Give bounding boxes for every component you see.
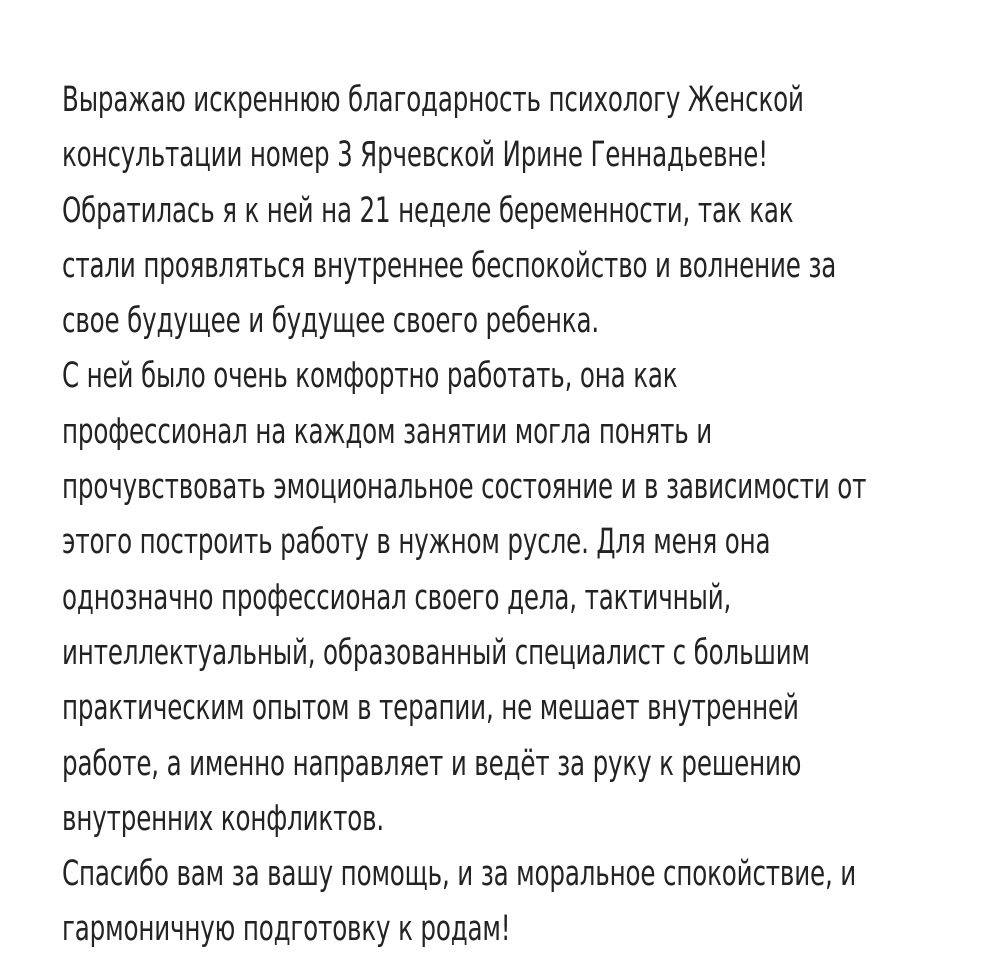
- review-line: свое будущее и будущее своего ребенка.: [62, 301, 600, 342]
- review-line: Выражаю искреннюю благодарность психологу Женской: [62, 80, 804, 120]
- review-line: интеллектуальный, образованный специалист с большим: [62, 632, 810, 673]
- review-line: Спасибо вам за вашу помощь, и за моральное спокойствие, и: [62, 854, 857, 895]
- review-line: профессионал на каждом занятии могла понять и: [62, 411, 713, 452]
- review-line: внутренних конфликтов.: [62, 798, 385, 839]
- review-line: работе, а именно направляет и ведёт за руку к решению: [62, 743, 802, 784]
- review-line: этого построить работу в нужном русле. Для меня она: [62, 522, 771, 563]
- review-line: практическим опытом в терапии, не мешает внутренней: [62, 688, 799, 729]
- review-line: однозначно профессионал своего дела, тактичный,: [62, 577, 732, 618]
- review-line: прочувствовать эмоциональное состояние и в зависимости от: [62, 467, 867, 508]
- review-line: консультации номер 3 Ярчевской Ирине Геннадьевне!: [62, 135, 768, 176]
- review-line: С ней было очень комфортно работать, она как: [62, 356, 678, 397]
- review-line: гармоничную подготовку к родам!: [62, 909, 511, 950]
- review-line: стали проявляться внутреннее беспокойство и волнение за: [62, 245, 837, 286]
- review-line: Обратилась я к ней на 21 неделе беременности, так как: [62, 190, 794, 231]
- review-text: [62, 73, 967, 958]
